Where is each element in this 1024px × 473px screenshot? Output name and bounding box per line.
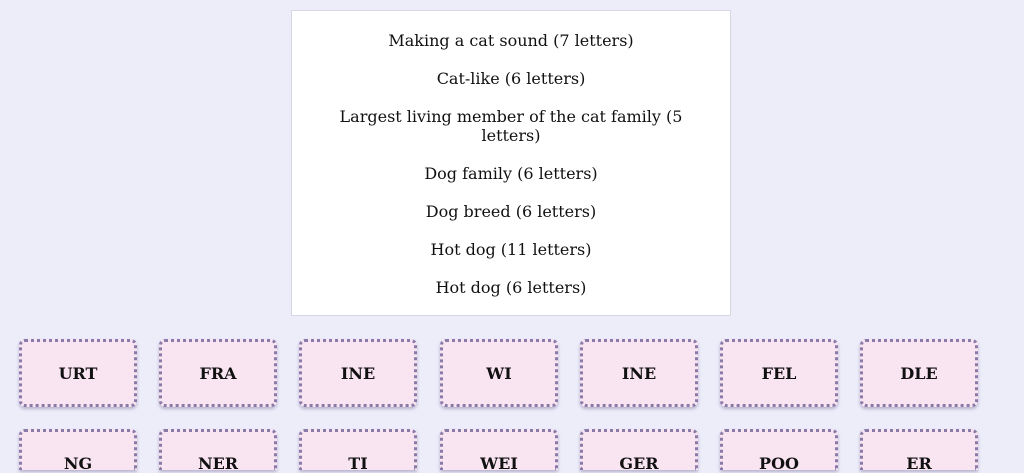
letter-tile[interactable]: WEI bbox=[440, 429, 558, 470]
letter-tile[interactable]: NG bbox=[19, 429, 137, 470]
letter-tile[interactable]: WI bbox=[440, 339, 558, 407]
letter-tile[interactable]: DLE bbox=[860, 339, 978, 407]
letter-tile[interactable]: TI bbox=[299, 429, 417, 470]
clue-5: Dog breed (6 letters) bbox=[425, 202, 597, 221]
clue-panel bbox=[291, 10, 731, 316]
letter-tile[interactable]: GER bbox=[580, 429, 698, 470]
letter-tile[interactable]: URT bbox=[19, 339, 137, 407]
letter-tile[interactable]: NER bbox=[159, 429, 277, 470]
letter-tile[interactable]: ER bbox=[860, 429, 978, 470]
clue-4: Dog family (6 letters) bbox=[424, 164, 598, 183]
letter-tile[interactable]: FRA bbox=[159, 339, 277, 407]
letter-tile[interactable]: INE bbox=[580, 339, 698, 407]
clue-3: Largest living member of the cat family (5 letters) bbox=[339, 107, 683, 145]
letter-tile[interactable]: POO bbox=[720, 429, 838, 470]
letter-tile[interactable]: INE bbox=[299, 339, 417, 407]
clue-7: Hot dog (6 letters) bbox=[435, 278, 587, 297]
letter-tile[interactable]: FEL bbox=[720, 339, 838, 407]
clue-2: Cat-like (6 letters) bbox=[436, 69, 586, 88]
clue-6: Hot dog (11 letters) bbox=[430, 240, 592, 259]
clue-1: Making a cat sound (7 letters) bbox=[388, 31, 634, 50]
